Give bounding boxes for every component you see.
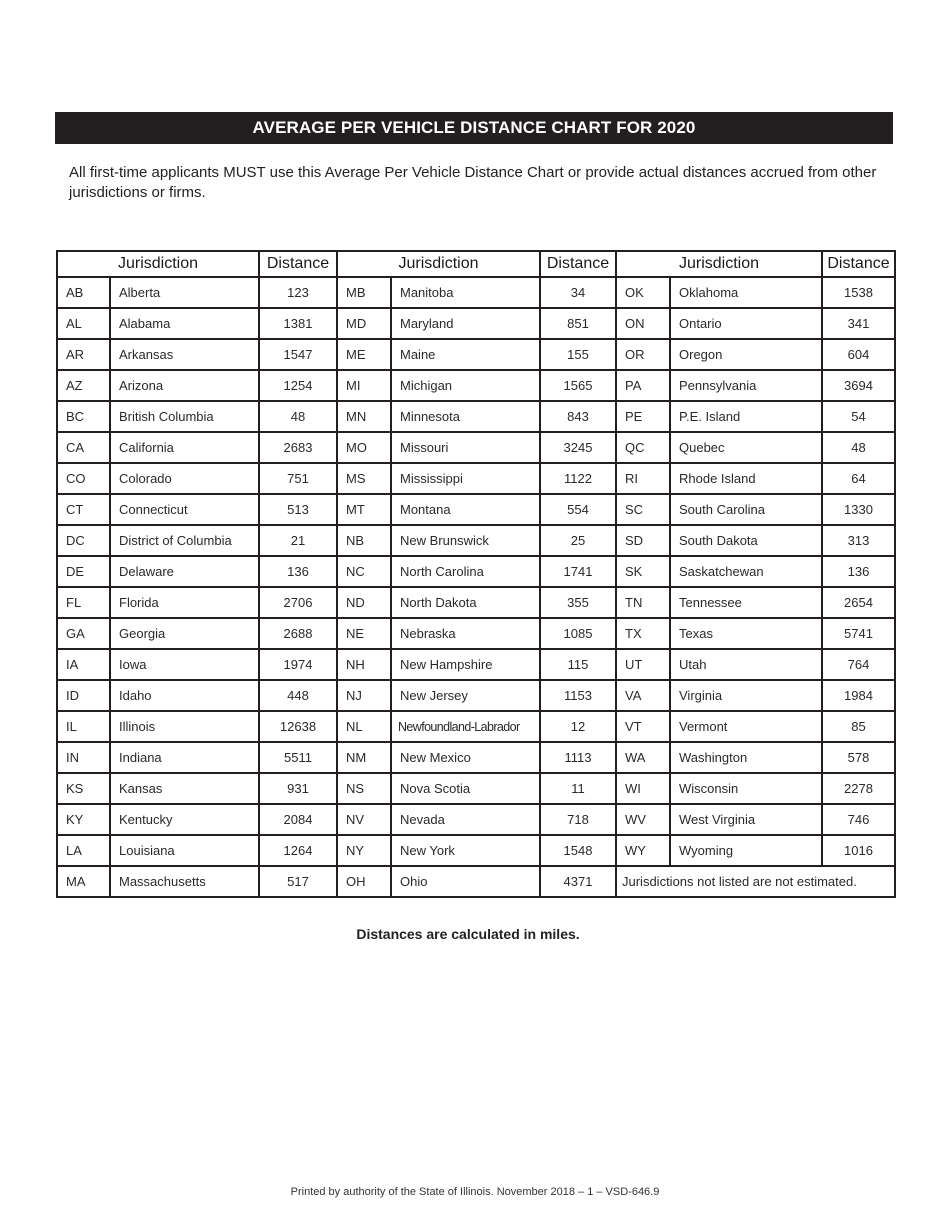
page-title: AVERAGE PER VEHICLE DISTANCE CHART FOR 2020 <box>55 112 893 144</box>
distance-value: 5741 <box>822 618 895 649</box>
jurisdiction-code: MT <box>337 494 391 525</box>
jurisdiction-name: New Brunswick <box>391 525 540 556</box>
jurisdiction-name: Massachusetts <box>110 866 259 897</box>
distance-value: 764 <box>822 649 895 680</box>
jurisdiction-code: GA <box>57 618 110 649</box>
jurisdiction-name: Iowa <box>110 649 259 680</box>
jurisdiction-code: NM <box>337 742 391 773</box>
jurisdiction-name: Alberta <box>110 277 259 308</box>
jurisdiction-name: Arizona <box>110 370 259 401</box>
distance-value: 2278 <box>822 773 895 804</box>
distance-value: 155 <box>540 339 616 370</box>
jurisdiction-name: Washington <box>670 742 822 773</box>
jurisdiction-code: AR <box>57 339 110 370</box>
table-row <box>57 649 895 680</box>
distance-value: 34 <box>540 277 616 308</box>
jurisdiction-code: PE <box>616 401 670 432</box>
distance-value: 1984 <box>822 680 895 711</box>
jurisdiction-code: DE <box>57 556 110 587</box>
jurisdiction-code: IL <box>57 711 110 742</box>
jurisdiction-name: Maine <box>391 339 540 370</box>
jurisdiction-name: Wyoming <box>670 835 822 866</box>
jurisdiction-name: Ohio <box>391 866 540 897</box>
jurisdiction-code: MA <box>57 866 110 897</box>
jurisdiction-name: Manitoba <box>391 277 540 308</box>
distance-value: 851 <box>540 308 616 339</box>
jurisdiction-code: UT <box>616 649 670 680</box>
jurisdiction-name: Idaho <box>110 680 259 711</box>
table-row <box>57 494 895 525</box>
jurisdiction-name: South Dakota <box>670 525 822 556</box>
header-distance: Distance <box>259 251 337 277</box>
jurisdiction-code: SD <box>616 525 670 556</box>
distance-value: 2688 <box>259 618 337 649</box>
jurisdiction-code: NB <box>337 525 391 556</box>
distance-value: 3694 <box>822 370 895 401</box>
jurisdiction-code: CT <box>57 494 110 525</box>
distance-value: 517 <box>259 866 337 897</box>
jurisdiction-code: QC <box>616 432 670 463</box>
distance-value: 355 <box>540 587 616 618</box>
distance-value: 578 <box>822 742 895 773</box>
table-row <box>57 742 895 773</box>
jurisdiction-code: ME <box>337 339 391 370</box>
table-row <box>57 401 895 432</box>
distance-value: 1254 <box>259 370 337 401</box>
jurisdiction-name: New Hampshire <box>391 649 540 680</box>
jurisdiction-code: OK <box>616 277 670 308</box>
jurisdiction-code: LA <box>57 835 110 866</box>
distance-value: 12638 <box>259 711 337 742</box>
jurisdiction-code: KS <box>57 773 110 804</box>
distance-value: 12 <box>540 711 616 742</box>
table-row <box>57 525 895 556</box>
jurisdiction-code: FL <box>57 587 110 618</box>
jurisdiction-code: MD <box>337 308 391 339</box>
distance-value: 1122 <box>540 463 616 494</box>
jurisdiction-code: IN <box>57 742 110 773</box>
distance-value: 1565 <box>540 370 616 401</box>
jurisdiction-code: VT <box>616 711 670 742</box>
jurisdiction-name: Louisiana <box>110 835 259 866</box>
distance-value: 48 <box>259 401 337 432</box>
table-row <box>57 339 895 370</box>
distance-value: 85 <box>822 711 895 742</box>
jurisdiction-code: NH <box>337 649 391 680</box>
distance-value: 1548 <box>540 835 616 866</box>
jurisdiction-name: Colorado <box>110 463 259 494</box>
jurisdiction-name: California <box>110 432 259 463</box>
jurisdiction-code: OH <box>337 866 391 897</box>
distance-value: 1538 <box>822 277 895 308</box>
jurisdiction-name: Pennsylvania <box>670 370 822 401</box>
jurisdiction-name: Vermont <box>670 711 822 742</box>
header-distance: Distance <box>540 251 616 277</box>
jurisdiction-code: WV <box>616 804 670 835</box>
jurisdiction-name: Utah <box>670 649 822 680</box>
distance-value: 746 <box>822 804 895 835</box>
jurisdiction-code: NY <box>337 835 391 866</box>
distance-value: 2706 <box>259 587 337 618</box>
jurisdiction-code: MO <box>337 432 391 463</box>
distance-value: 115 <box>540 649 616 680</box>
jurisdiction-name: Illinois <box>110 711 259 742</box>
table-row <box>57 370 895 401</box>
jurisdiction-code: NL <box>337 711 391 742</box>
distance-value: 136 <box>259 556 337 587</box>
distance-value: 1974 <box>259 649 337 680</box>
jurisdiction-code: MS <box>337 463 391 494</box>
jurisdiction-name: Michigan <box>391 370 540 401</box>
distance-value: 136 <box>822 556 895 587</box>
jurisdiction-code: SK <box>616 556 670 587</box>
jurisdiction-code: IA <box>57 649 110 680</box>
distance-value: 1547 <box>259 339 337 370</box>
jurisdiction-name: Nova Scotia <box>391 773 540 804</box>
jurisdiction-code: SC <box>616 494 670 525</box>
jurisdiction-name: Montana <box>391 494 540 525</box>
jurisdiction-name: Ontario <box>670 308 822 339</box>
jurisdiction-code: AB <box>57 277 110 308</box>
jurisdiction-code: MI <box>337 370 391 401</box>
jurisdiction-code: AL <box>57 308 110 339</box>
distance-value: 448 <box>259 680 337 711</box>
jurisdiction-code: NS <box>337 773 391 804</box>
jurisdiction-code: TX <box>616 618 670 649</box>
jurisdiction-name: New Jersey <box>391 680 540 711</box>
jurisdiction-name: Alabama <box>110 308 259 339</box>
jurisdiction-code: MB <box>337 277 391 308</box>
jurisdiction-code: AZ <box>57 370 110 401</box>
jurisdiction-name: Oregon <box>670 339 822 370</box>
jurisdiction-name: Nevada <box>391 804 540 835</box>
table-row <box>57 618 895 649</box>
jurisdiction-name: Georgia <box>110 618 259 649</box>
jurisdiction-name: Wisconsin <box>670 773 822 804</box>
jurisdiction-code: ON <box>616 308 670 339</box>
jurisdiction-name: British Columbia <box>110 401 259 432</box>
jurisdiction-code: BC <box>57 401 110 432</box>
distance-value: 11 <box>540 773 616 804</box>
table-row <box>57 308 895 339</box>
footer-text: Printed by authority of the State of Illinois. November 2018 – 1 – VSD-646.9 <box>290 1186 660 1198</box>
distance-value: 54 <box>822 401 895 432</box>
jurisdiction-name: Virginia <box>670 680 822 711</box>
distance-value: 2654 <box>822 587 895 618</box>
jurisdiction-code: NJ <box>337 680 391 711</box>
table-row <box>57 835 895 866</box>
jurisdiction-code: CO <box>57 463 110 494</box>
table-row <box>57 556 895 587</box>
distance-value: 341 <box>822 308 895 339</box>
distance-value: 931 <box>259 773 337 804</box>
jurisdiction-name: Texas <box>670 618 822 649</box>
distance-value: 718 <box>540 804 616 835</box>
distance-value: 48 <box>822 432 895 463</box>
distance-value: 1264 <box>259 835 337 866</box>
jurisdiction-name: North Carolina <box>391 556 540 587</box>
distance-value: 4371 <box>540 866 616 897</box>
table-header-row <box>57 251 895 277</box>
distance-value: 843 <box>540 401 616 432</box>
distance-value: 1113 <box>540 742 616 773</box>
jurisdiction-code: OR <box>616 339 670 370</box>
distance-value: 1153 <box>540 680 616 711</box>
table-row <box>57 866 895 897</box>
jurisdiction-name: Newfoundland-Labrador <box>391 711 540 742</box>
jurisdiction-name: Nebraska <box>391 618 540 649</box>
jurisdiction-name: Kansas <box>110 773 259 804</box>
jurisdiction-code: WA <box>616 742 670 773</box>
jurisdiction-name: Connecticut <box>110 494 259 525</box>
jurisdiction-code: KY <box>57 804 110 835</box>
table-row <box>57 277 895 308</box>
jurisdiction-code: NV <box>337 804 391 835</box>
jurisdiction-code: ID <box>57 680 110 711</box>
distance-value: 5511 <box>259 742 337 773</box>
jurisdiction-code: NE <box>337 618 391 649</box>
jurisdiction-name: New York <box>391 835 540 866</box>
jurisdiction-code: WY <box>616 835 670 866</box>
distance-chart-table <box>56 250 896 898</box>
table-row <box>57 463 895 494</box>
distance-value: 1016 <box>822 835 895 866</box>
jurisdiction-code: NC <box>337 556 391 587</box>
jurisdiction-name: West Virginia <box>670 804 822 835</box>
header-jurisdiction: Jurisdiction <box>337 251 540 277</box>
distance-value: 1330 <box>822 494 895 525</box>
header-distance: Distance <box>822 251 895 277</box>
jurisdiction-name: New Mexico <box>391 742 540 773</box>
jurisdiction-name: Oklahoma <box>670 277 822 308</box>
distance-value: 513 <box>259 494 337 525</box>
table-row <box>57 804 895 835</box>
jurisdiction-name: Florida <box>110 587 259 618</box>
header-jurisdiction: Jurisdiction <box>616 251 822 277</box>
jurisdiction-code: RI <box>616 463 670 494</box>
jurisdiction-code: DC <box>57 525 110 556</box>
jurisdiction-name: North Dakota <box>391 587 540 618</box>
not-listed-note: Jurisdictions not listed are not estimated. <box>616 866 895 897</box>
distance-value: 25 <box>540 525 616 556</box>
jurisdiction-code: MN <box>337 401 391 432</box>
distance-value: 1085 <box>540 618 616 649</box>
jurisdiction-code: ND <box>337 587 391 618</box>
distance-value: 604 <box>822 339 895 370</box>
table-row <box>57 587 895 618</box>
table-row <box>57 773 895 804</box>
table-row <box>57 711 895 742</box>
jurisdiction-name: Rhode Island <box>670 463 822 494</box>
jurisdiction-name: Kentucky <box>110 804 259 835</box>
jurisdiction-code: PA <box>616 370 670 401</box>
distance-value: 21 <box>259 525 337 556</box>
jurisdiction-code: TN <box>616 587 670 618</box>
distance-value: 751 <box>259 463 337 494</box>
distance-value: 313 <box>822 525 895 556</box>
jurisdiction-name: Minnesota <box>391 401 540 432</box>
jurisdiction-name: District of Columbia <box>110 525 259 556</box>
distance-value: 2683 <box>259 432 337 463</box>
intro-text: All first-time applicants MUST use this Average Per Vehicle Distance Chart or provide actual distances accrued from other jurisdictions or firms. <box>69 164 877 201</box>
jurisdiction-name: Mississippi <box>391 463 540 494</box>
jurisdiction-name: Quebec <box>670 432 822 463</box>
distance-value: 1381 <box>259 308 337 339</box>
table-row <box>57 680 895 711</box>
distance-value: 1741 <box>540 556 616 587</box>
jurisdiction-name: Tennessee <box>670 587 822 618</box>
jurisdiction-name: P.E. Island <box>670 401 822 432</box>
jurisdiction-code: VA <box>616 680 670 711</box>
jurisdiction-name: Missouri <box>391 432 540 463</box>
distance-value: 2084 <box>259 804 337 835</box>
distance-value: 64 <box>822 463 895 494</box>
jurisdiction-name: South Carolina <box>670 494 822 525</box>
header-jurisdiction: Jurisdiction <box>57 251 259 277</box>
table-row <box>57 432 895 463</box>
jurisdiction-name: Saskatchewan <box>670 556 822 587</box>
distance-value: 123 <box>259 277 337 308</box>
jurisdiction-code: WI <box>616 773 670 804</box>
jurisdiction-name: Arkansas <box>110 339 259 370</box>
units-note: Distances are calculated in miles. <box>356 926 580 942</box>
jurisdiction-code: CA <box>57 432 110 463</box>
jurisdiction-name: Indiana <box>110 742 259 773</box>
distance-value: 3245 <box>540 432 616 463</box>
jurisdiction-name: Maryland <box>391 308 540 339</box>
jurisdiction-name: Delaware <box>110 556 259 587</box>
distance-value: 554 <box>540 494 616 525</box>
